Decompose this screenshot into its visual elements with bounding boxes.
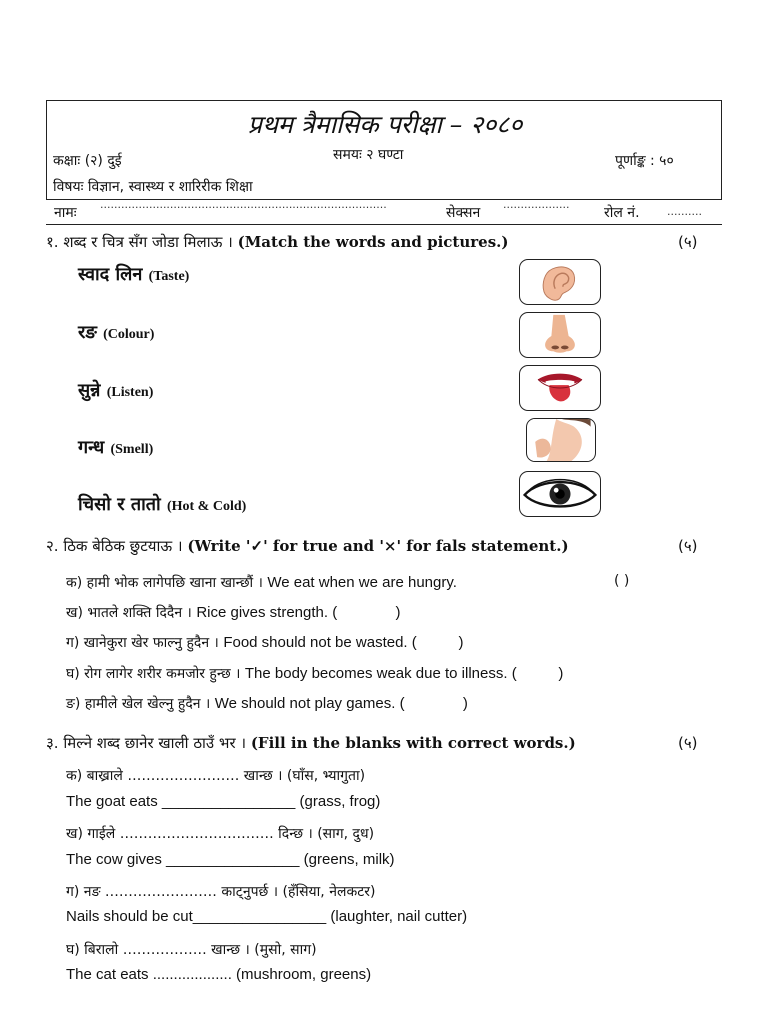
- tongue-icon[interactable]: [519, 365, 601, 411]
- time-label: समयः २ घण्टा: [333, 147, 404, 163]
- q2-answer-ka[interactable]: ( ): [614, 573, 630, 589]
- q1-word-smell: गन्ध (Smell): [78, 437, 154, 458]
- q3-item-gha-en[interactable]: The cat eats ................... (mushroom, greens): [66, 966, 372, 983]
- q3-item-kha-en[interactable]: The cow gives ________________ (greens, milk): [66, 851, 395, 868]
- exam-title: प्रथम त्रैमासिक परीक्षा – २०८०: [247, 110, 523, 139]
- q3-marks: (५): [678, 734, 698, 752]
- q3-item-kha-np[interactable]: ख) गाईले …………………………… दिन्छ । (साग, दुध): [66, 826, 375, 842]
- name-blank[interactable]: ..................................................................................: [100, 198, 387, 211]
- q1-heading-en: (Match the words and pictures.): [237, 233, 509, 251]
- q2-statement-gha: घ) रोग लागेर शरीर कमजोर हुन्छ । The body becomes weak due to illness. ( ): [66, 665, 564, 682]
- q3-item-ga-np[interactable]: ग) नङ …………………… काट्नुपर्छ । (हँसिया, नेलकटर): [66, 884, 376, 900]
- q3-item-ka-np[interactable]: क) बाख्राले …………………… खान्छ । (घाँस, भ्यागुता): [66, 768, 366, 784]
- q2-statement-ga: ग) खानेकुरा खेर फाल्नु हुदैन । Food should not be wasted. ( ): [66, 634, 464, 651]
- header-divider: [46, 224, 722, 225]
- q2-heading-np: २. ठिक बेठिक छुटयाऊ ।: [46, 537, 183, 555]
- q2-statement-kha: ख) भातले शक्ति दिदैन । Rice gives strength. ( ): [66, 604, 401, 621]
- ear-icon[interactable]: [519, 259, 601, 305]
- q3-item-gha-np[interactable]: घ) बिरालो ……………… खान्छ । (मुसो, साग): [66, 942, 317, 958]
- nose-icon[interactable]: [519, 312, 601, 358]
- q2-heading: [46, 536, 569, 556]
- q2-statement-nga: ङ) हामीले खेल खेल्नु हुदैन । We should not play games. ( ): [66, 695, 468, 712]
- name-label: नामः: [54, 205, 77, 221]
- full-marks-label: पूर्णाङ्क : ५०: [615, 153, 674, 169]
- section-blank[interactable]: ...................: [503, 198, 570, 211]
- q2-marks: (५): [678, 537, 698, 555]
- eye-icon[interactable]: [519, 471, 601, 517]
- q2-statement-ka: क) हामी भोक लागेपछि खाना खान्छौं । We eat when we are hungry.: [66, 574, 457, 591]
- q2-answer-kha[interactable]: ): [337, 604, 401, 621]
- q1-word-hot-cold: चिसो र तातो (Hot & Cold): [78, 494, 247, 515]
- class-label: कक्षाः (२) दुई: [53, 153, 122, 169]
- q1-word-taste: स्वाद लिन (Taste): [78, 264, 190, 285]
- q3-item-ga-en[interactable]: Nails should be cut________________ (laughter, nail cutter): [66, 908, 468, 925]
- q1-word-colour: रङ (Colour): [78, 322, 155, 343]
- q2-heading-en: (Write '✓' for true and '×' for fals statement.): [187, 537, 569, 555]
- q1-word-listen: सुन्ने (Listen): [78, 380, 154, 401]
- section-label: सेक्सन: [446, 205, 481, 221]
- exam-header-box: [46, 100, 722, 200]
- q2-answer-nga[interactable]: ): [404, 695, 468, 712]
- roll-blank[interactable]: ..........: [667, 205, 702, 218]
- roll-label: रोल नं.: [604, 205, 640, 221]
- q3-heading-np: ३. मिल्ने शब्द छानेर खाली ठाउँ भर ।: [46, 734, 247, 752]
- q1-heading-np: १. शब्द र चित्र सँग जोडा मिलाऊ ।: [46, 233, 233, 251]
- q3-heading: [46, 733, 576, 753]
- q3-heading-en: (Fill in the blanks with correct words.): [250, 734, 576, 752]
- skin-touch-icon[interactable]: [526, 418, 596, 462]
- q2-answer-gha[interactable]: ): [516, 665, 564, 682]
- q3-item-ka-en[interactable]: The goat eats ________________ (grass, frog): [66, 793, 381, 810]
- subject-label: विषयः विज्ञान, स्वास्थ्य र शारिरीक शिक्षा: [53, 179, 253, 195]
- q1-marks: (५): [678, 233, 698, 251]
- q1-heading: [46, 232, 508, 252]
- q2-answer-ga[interactable]: ): [416, 634, 464, 651]
